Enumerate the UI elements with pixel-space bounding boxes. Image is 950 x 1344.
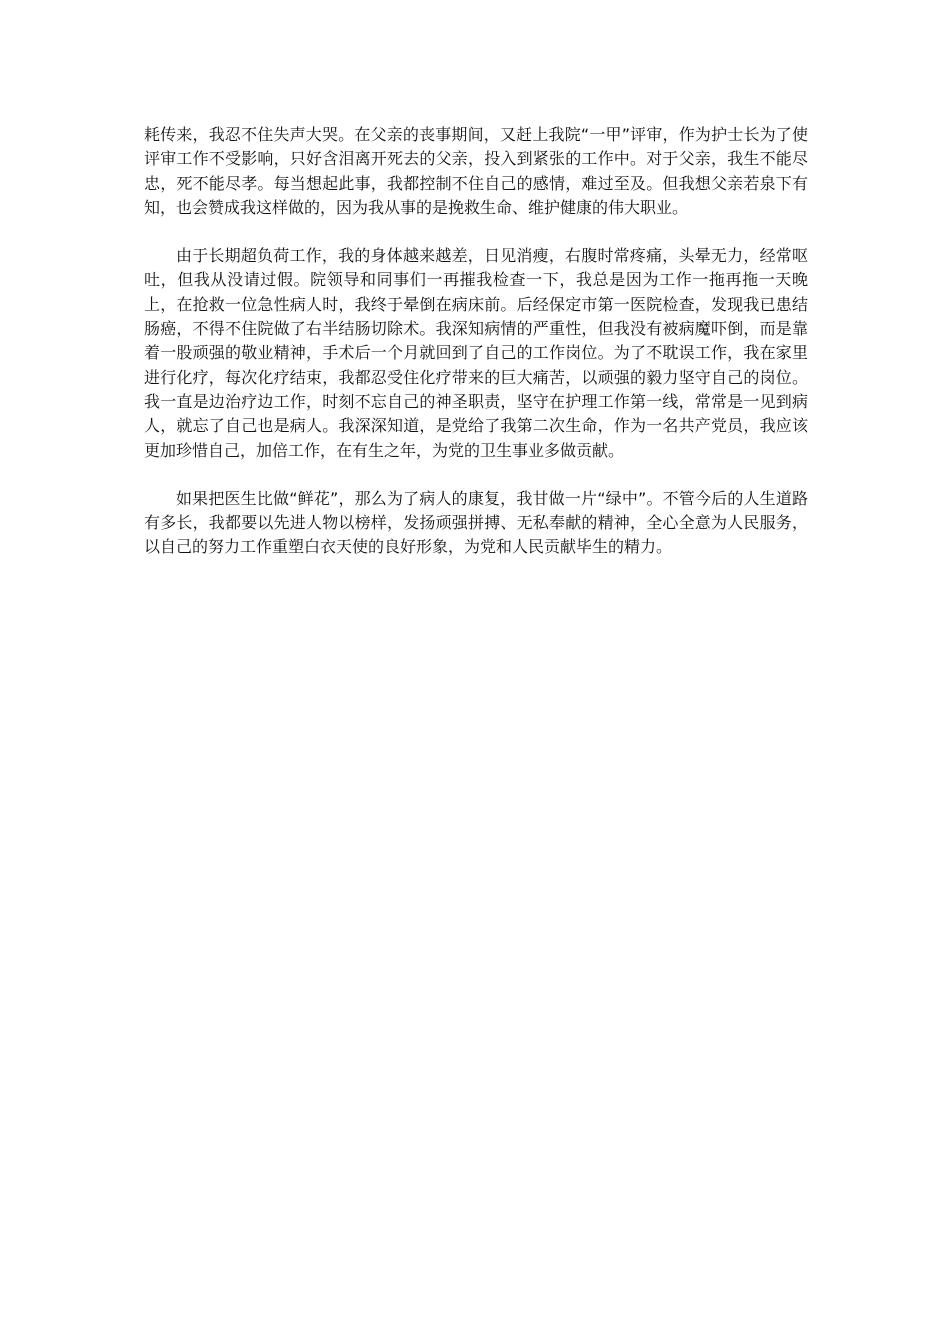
paragraph-continued: 耗传来，我忍不住失声大哭。在父亲的丧事期间，又赶上我院“一甲”评审，作为护士长为了使评审工作不受影响，只好含泪离开死去的父亲，投入到紧张的工作中。对于父亲，我生不能尽忠，死不能尽孝。每当想起此事，我都控制不住自己的感情，难过至及。但我想父亲若泉下有知，也会赞成我这样做的，因为我从事的是挽救生命、维护健康的伟大职业。 [144, 125, 808, 217]
paragraph-illness: 由于长期超负荷工作，我的身体越来越差，日见消瘦，右腹时常疼痛，头晕无力，经常呕吐，但我从没请过假。院领导和同事们一再摧我检查一下，我总是因为工作一拖再拖一天晚上，在抢救一位急性病人时，我终于晕倒在病床前。后经保定市第一医院检查，发现我已患结肠癌，不得不住院做了右半结肠切除术。我深知病情的严重性，但我没有被病魔吓倒，而是靠着一股顽强的敬业精神，手术后一个月就回到了自己的工作岗位。为了不耽误工作，我在家里进行化疗，每次化疗结束，我都忍受住化疗带来的巨大痛苦，以顽强的毅力坚守自己的岗位。我一直是边治疗边工作，时刻不忘自己的神圣职责，坚守在护理工作第一线，常常是一见到病人，就忘了自己也是病人。我深深知道，是党给了我第二次生命，作为一名共产党员，我应该更加珍惜自己，加倍工作，在有生之年，为党的卫生事业多做贡献。 [144, 246, 808, 460]
document-body [144, 123, 808, 584]
paragraph-conclusion: 如果把医生比做“鲜花”，那么为了病人的康复，我甘做一片“绿中”。不管今后的人生道路有多长，我都要以先进人物以榜样，发扬顽强拼搏、无私奉献的精神，全心全意为人民服务，以自己的努力工作重塑白衣天使的良好形象，为党和人民贡献毕生的精力。 [144, 488, 808, 557]
